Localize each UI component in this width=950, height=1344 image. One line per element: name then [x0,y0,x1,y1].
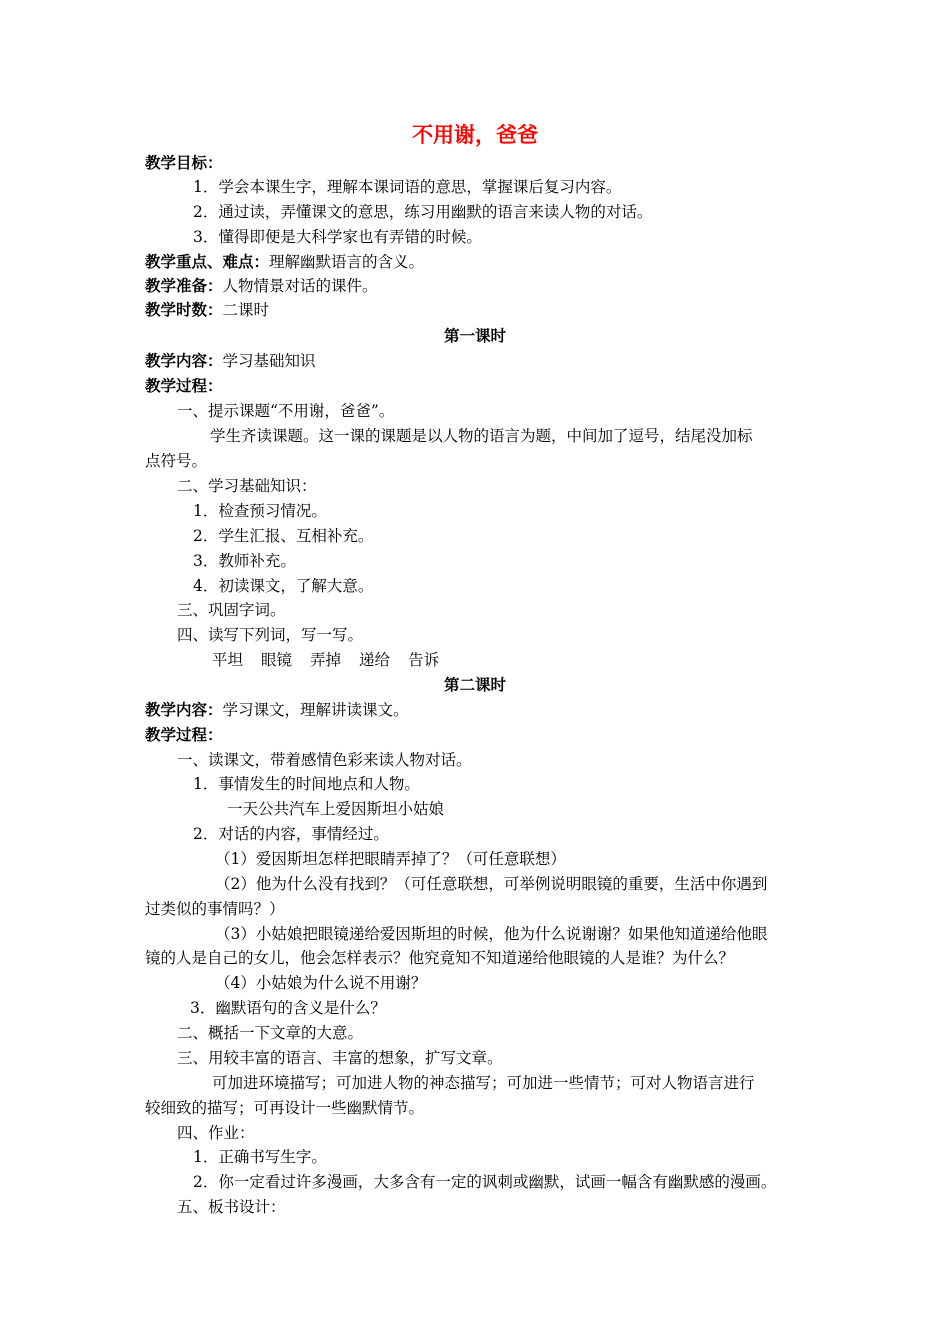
lesson1-step-2-item-3: 3．教师补充。 [193,552,296,570]
lesson2-step-3-para-2: 较细致的描写；可再设计一些幽默情节。 [145,1099,425,1117]
lesson1-step-2-item-4: 4．初读课文，了解大意。 [193,577,374,595]
lesson1-step-1: 一、提示课题“不用谢，爸爸”。 [177,402,395,420]
lesson1-process-label: 教学过程： [145,377,223,395]
preparation-label: 教学准备： [145,277,223,295]
lesson2-step-1: 一、读课文，带着感情色彩来读人物对话。 [177,751,472,769]
lesson2-process-label: 教学过程： [145,726,223,744]
preparation-row [145,275,378,297]
vocab-word: 递给 [359,651,391,669]
lesson1-step-2: 二、学习基础知识： [177,477,317,495]
homework-item-2: 2．你一定看过许多漫画，大多含有一定的讽刺或幽默，试画一幅含有幽默感的漫画。 [193,1173,777,1191]
question-3-line-2: 镜的人是自己的女儿，他会怎样表示？他究竟知不知道递给他眼镜的人是谁？为什么？ [145,949,735,967]
vocab-word: 眼镜 [261,651,293,669]
lesson2-step-1-item-2: 2．对话的内容，事情经过。 [193,825,389,843]
lesson2-step-1-item-1: 1．事情发生的时间地点和人物。 [193,775,420,793]
lesson2-step-1-item-1-detail: 一天公共汽车上爱因斯坦小姑娘 [227,800,445,818]
lesson2-step-3-para-1: 可加进环境描写；可加进人物的神态描写；可加进一些情节；可对人物语言进行 [212,1074,755,1092]
lesson2-step-5: 五、板书设计： [177,1198,286,1216]
question-2-line-1: （2）他为什么没有找到？（可任意联想，可举例说明眼镜的重要，生活中你遇到 [215,875,768,893]
goal-item-2: 2．通过读，弄懂课文的意思，练习用幽默的语言来读人物的对话。 [193,203,653,221]
goal-item-1: 1．学会本课生字，理解本课词语的意思，掌握课后复习内容。 [193,178,622,196]
lesson1-step-1-para-1: 学生齐读课题。这一课的课题是以人物的语言为题，中间加了逗号，结尾没加标 [210,427,753,445]
lesson1-step-3: 三、巩固字词。 [177,601,286,619]
question-4: （4）小姑娘为什么说不用谢？ [215,974,427,992]
vocab-word: 告诉 [408,651,440,669]
lesson1-step-2-item-1: 1．检查预习情况。 [193,502,327,520]
lesson1-content-row [145,350,316,372]
lesson2-content-text: 学习课文，理解讲读课文。 [222,701,409,719]
page-title: 不用谢，爸爸 [412,123,538,147]
lesson1-step-1-para-2: 点符号。 [145,452,208,470]
lesson2-step-1-item-3: 3．幽默语句的含义是什么？ [190,999,386,1017]
lesson2-step-4: 四、作业： [177,1124,255,1142]
lesson2-step-3: 三、用较丰富的语言、丰富的想象，扩写文章。 [177,1049,503,1067]
keypoints-label: 教学重点、难点： [145,253,270,271]
preparation-text: 人物情景对话的课件。 [222,277,378,295]
goals-label: 教学目标： [145,154,223,172]
keypoints-text: 理解幽默语言的含义。 [269,253,425,271]
question-1: （1）爱因斯坦怎样把眼睛弄掉了？（可任意联想） [215,850,566,868]
lesson1-heading: 第一课时 [443,327,506,345]
hours-row [145,299,269,321]
lesson1-content-text: 学习基础知识 [222,352,316,370]
lesson2-content-row [145,699,409,721]
lesson1-step-4: 四、读写下列词，写一写。 [177,626,364,644]
question-2-line-2: 过类似的事情吗？） [145,900,285,918]
keypoints-row [145,251,424,273]
lesson1-step-2-item-2: 2．学生汇报、互相补充。 [193,527,374,545]
lesson1-content-label: 教学内容： [145,352,223,370]
vocabulary-list [212,649,457,671]
lesson2-content-label: 教学内容： [145,701,223,719]
lesson2-heading: 第二课时 [443,676,506,694]
hours-text: 二课时 [222,301,270,319]
hours-label: 教学时数： [145,301,223,319]
goal-item-3: 3．懂得即便是大科学家也有弄错的时候。 [193,228,482,246]
question-3-line-1: （3）小姑娘把眼镜递给爱因斯坦的时候，他为什么说谢谢？如果他知道递给他眼 [215,925,768,943]
homework-item-1: 1．正确书写生字。 [193,1148,327,1166]
vocab-word: 平坦 [212,651,244,669]
vocab-word: 弄掉 [310,651,342,669]
lesson2-step-2: 二、概括一下文章的大意。 [177,1024,364,1042]
